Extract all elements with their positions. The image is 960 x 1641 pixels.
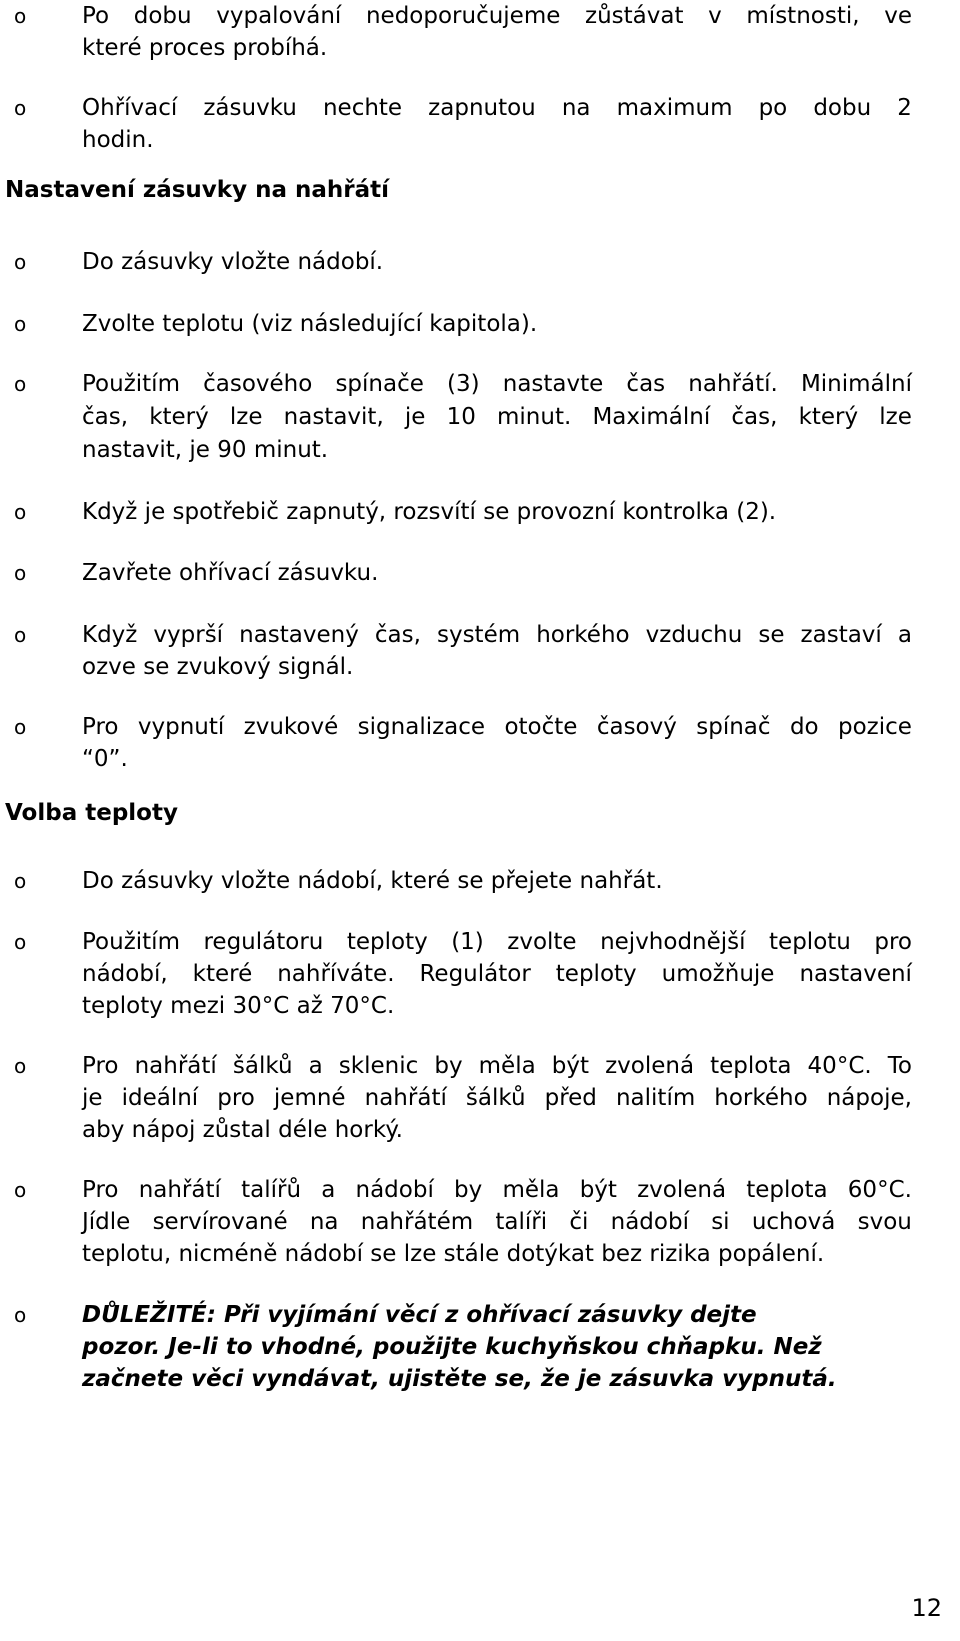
bullet-marker: o — [14, 561, 27, 585]
bullet-marker: o — [14, 623, 27, 647]
list-item-text: Do zásuvky vložte nádobí. — [82, 249, 384, 275]
list-item-text: Jídle servírované na nahřátém talíři či nádobí si uchová svou — [82, 1209, 912, 1235]
bullet-marker: o — [14, 4, 27, 28]
warning-text: pozor. Je-li to vhodné, použijte kuchyňskou chňapku. Než — [82, 1334, 822, 1360]
section-heading-heating: Nastavení zásuvky na nahřátí — [5, 177, 390, 203]
list-item-text: Když je spotřebič zapnutý, rozsvítí se provozní kontrolka (2). — [82, 499, 777, 525]
list-item-text: je ideální pro jemné nahřátí šálků před nalitím horkého nápoje, — [82, 1085, 912, 1111]
list-item-text: teploty mezi 30°C až 70°C. — [82, 993, 395, 1019]
list-item-text: Zvolte teplotu (viz následující kapitola). — [82, 311, 538, 337]
bullet-marker: o — [14, 312, 27, 336]
bullet-marker: o — [14, 1054, 27, 1078]
list-item-text: Pro nahřátí šálků a sklenic by měla být zvolená teplota 40°C. To — [82, 1053, 912, 1079]
warning-text: začnete věci vyndávat, ujistěte se, že je zásuvka vypnutá. — [82, 1366, 837, 1392]
bullet-marker: o — [14, 500, 27, 524]
bullet-marker: o — [14, 1303, 27, 1327]
list-item-text: nastavit, je 90 minut. — [82, 437, 329, 463]
page-number: 12 — [911, 1594, 942, 1622]
list-item-text: Do zásuvky vložte nádobí, které se přejete nahřát. — [82, 868, 663, 894]
list-item-text: Zavřete ohřívací zásuvku. — [82, 560, 379, 586]
bullet-marker: o — [14, 96, 27, 120]
list-item-text: Po dobu vypalování nedoporučujeme zůstávat v místnosti, ve — [82, 3, 912, 29]
list-item-text: ozve se zvukový signál. — [82, 654, 354, 680]
list-item-text: Ohřívací zásuvku nechte zapnutou na maximum po dobu 2 — [82, 95, 912, 121]
list-item-text: Pro vypnutí zvukové signalizace otočte časový spínač do pozice — [82, 714, 912, 740]
section-heading-temperature: Volba teploty — [5, 800, 178, 826]
bullet-marker: o — [14, 930, 27, 954]
list-item-text: aby nápoj zůstal déle horký. — [82, 1117, 403, 1143]
list-item-text: které proces probíhá. — [82, 35, 328, 61]
warning-text: DŮLEŽITÉ: Při vyjímání věcí z ohřívací zásuvky dejte — [82, 1302, 757, 1328]
list-item-text: Použitím regulátoru teploty (1) zvolte nejvhodnější teplotu pro — [82, 929, 912, 955]
list-item-text: teplotu, nicméně nádobí se lze stále dotýkat bez rizika popálení. — [82, 1241, 825, 1267]
list-item-text: Použitím časového spínače (3) nastavte čas nahřátí. Minimální — [82, 371, 912, 397]
bullet-marker: o — [14, 250, 27, 274]
list-item-text: Když vyprší nastavený čas, systém horkého vzduchu se zastaví a — [82, 622, 912, 648]
list-item-text: hodin. — [82, 127, 154, 153]
bullet-marker: o — [14, 869, 27, 893]
bullet-marker: o — [14, 372, 27, 396]
bullet-marker: o — [14, 1178, 27, 1202]
list-item-text: čas, který lze nastavit, je 10 minut. Maximální čas, který lze — [82, 404, 912, 430]
list-item-text: “0”. — [82, 746, 128, 772]
list-item-text: nádobí, které nahříváte. Regulátor teploty umožňuje nastavení — [82, 961, 912, 987]
list-item-text: Pro nahřátí talířů a nádobí by měla být zvolená teplota 60°C. — [82, 1177, 912, 1203]
bullet-marker: o — [14, 715, 27, 739]
